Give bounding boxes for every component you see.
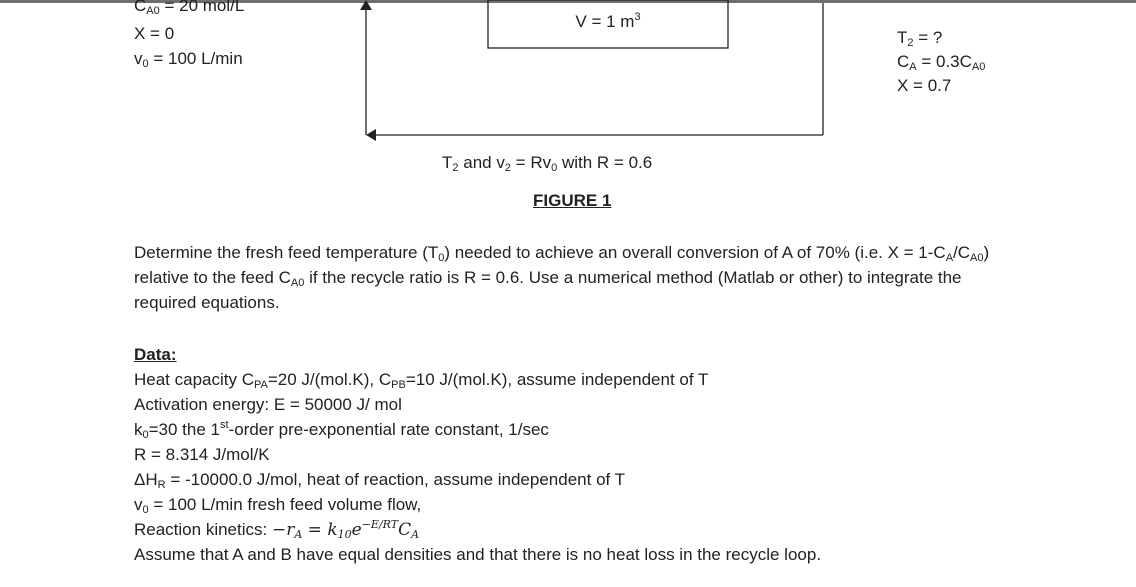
outlet-ca: $C_A = 0.3C_{A0}$ [897,52,986,73]
rate-equation: $-r_A = k_{10}e^{-E/RT}C_A$ [271,518,420,541]
data-activation-energy: Activation energy: E = 50000 J/ mol [134,395,402,414]
outlet-t2: $T_2$ = ? [897,28,943,49]
problem-statement: Determine the fresh feed temperature $(T_0)$ needed to achieve an overall conversion of A of 70% (i.e. $X = 1-C_A/C_{A0}$) relative to the feed $C_{A0}$ if the recycle ratio is R = 0.6. Use a numerical method (Matlab or other) to integrate the required equations. [134,243,990,312]
data-assumption: Assume that A and B have equal densities and that there is no heat loss in the recycle loop. [134,545,822,564]
recycle-up-arrowhead [360,0,372,10]
data-gas-constant: R = 8.314 J/mol/K [134,445,270,464]
inlet-conversion: X = 0 [134,24,175,43]
reactor-volume: V = 1 $m^3$ [575,11,641,31]
outlet-conversion: X = 0.7 [897,76,952,95]
data-k0: $k_0=30$ the 1st-order pre-exponential rate constant, 1/sec [134,419,549,441]
data-heat-capacity: Heat capacity $C_{PA}=20$ J/(mol.K), $C_{PB}=10$ J/(mol.K), assume independent of T [134,370,709,391]
recycle-left-arrowhead [366,129,376,141]
data-heat-of-reaction: $\Delta H_R = -10000.0$ J/mol, heat of reaction, assume independent of T [134,470,626,491]
recycle-label: $T_2$ and $v_2 = Rv_0$ with R = 0.6 [442,153,653,174]
data-feed-flow: $v_0 = 100$ L/min fresh feed volume flow, [134,495,422,516]
inlet-ca0: $C_{A0} = 20$ mol/L [134,0,245,17]
data-heading: Data: [134,345,177,364]
figure-caption: FIGURE 1 [533,191,612,210]
data-section [134,342,821,567]
inlet-v0: $v_0 = 100$ L/min [134,49,243,70]
data-kinetics: Reaction kinetics: $-r_A = k_{10}e^{-E/RT}C_A$ [134,518,420,541]
